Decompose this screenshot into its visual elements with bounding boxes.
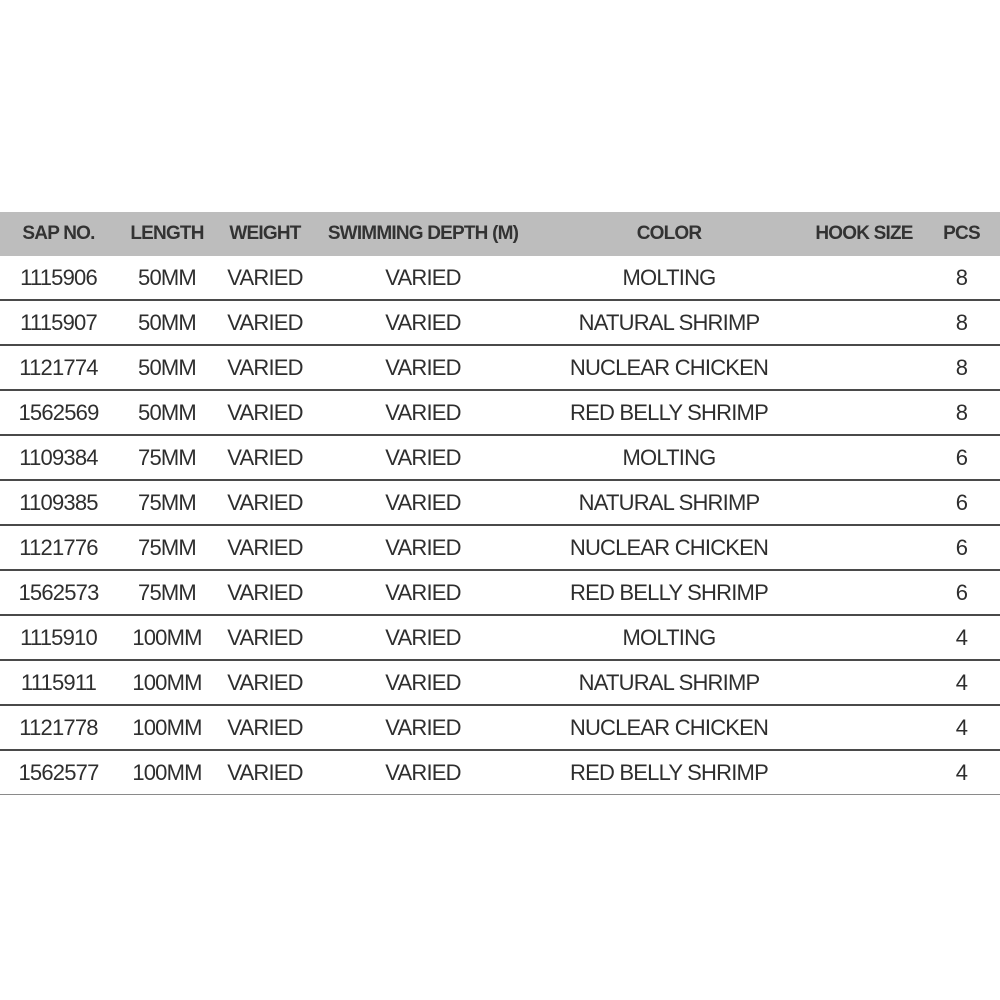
table-row xyxy=(0,390,1000,435)
header-swimming-depth: SWIMMING DEPTH (M) xyxy=(313,212,533,256)
cell-weight: VARIED xyxy=(217,525,313,570)
cell-pcs: 6 xyxy=(923,480,1000,525)
cell-length: 50MM xyxy=(117,390,217,435)
cell-weight: VARIED xyxy=(217,390,313,435)
cell-sap-no: 1562569 xyxy=(0,390,117,435)
cell-swimming-depth: VARIED xyxy=(313,570,533,615)
cell-color: RED BELLY SHRIMP xyxy=(533,390,805,435)
cell-swimming-depth: VARIED xyxy=(313,256,533,300)
cell-color: NATURAL SHRIMP xyxy=(533,300,805,345)
cell-length: 75MM xyxy=(117,480,217,525)
cell-hook-size xyxy=(805,300,923,345)
cell-pcs: 8 xyxy=(923,256,1000,300)
cell-color: MOLTING xyxy=(533,435,805,480)
table-row xyxy=(0,525,1000,570)
table-row xyxy=(0,300,1000,345)
cell-length: 100MM xyxy=(117,660,217,705)
cell-color: NATURAL SHRIMP xyxy=(533,480,805,525)
cell-sap-no: 1121778 xyxy=(0,705,117,750)
cell-length: 50MM xyxy=(117,256,217,300)
cell-sap-no: 1562573 xyxy=(0,570,117,615)
cell-weight: VARIED xyxy=(217,435,313,480)
cell-color: RED BELLY SHRIMP xyxy=(533,570,805,615)
cell-hook-size xyxy=(805,750,923,795)
cell-sap-no: 1109384 xyxy=(0,435,117,480)
table-row xyxy=(0,570,1000,615)
cell-length: 100MM xyxy=(117,615,217,660)
cell-hook-size xyxy=(805,660,923,705)
cell-length: 75MM xyxy=(117,525,217,570)
cell-weight: VARIED xyxy=(217,570,313,615)
cell-weight: VARIED xyxy=(217,300,313,345)
header-pcs: PCS xyxy=(923,212,1000,256)
cell-length: 100MM xyxy=(117,750,217,795)
header-hook-size: HOOK SIZE xyxy=(805,212,923,256)
header-color: COLOR xyxy=(533,212,805,256)
cell-hook-size xyxy=(805,705,923,750)
cell-hook-size xyxy=(805,570,923,615)
cell-sap-no: 1115907 xyxy=(0,300,117,345)
cell-swimming-depth: VARIED xyxy=(313,750,533,795)
table-row xyxy=(0,480,1000,525)
cell-sap-no: 1121774 xyxy=(0,345,117,390)
cell-color: NUCLEAR CHICKEN xyxy=(533,705,805,750)
cell-pcs: 8 xyxy=(923,300,1000,345)
cell-sap-no: 1121776 xyxy=(0,525,117,570)
table-row xyxy=(0,750,1000,795)
cell-pcs: 8 xyxy=(923,390,1000,435)
table-row xyxy=(0,435,1000,480)
cell-hook-size xyxy=(805,345,923,390)
cell-color: NUCLEAR CHICKEN xyxy=(533,345,805,390)
cell-color: NATURAL SHRIMP xyxy=(533,660,805,705)
table-row xyxy=(0,705,1000,750)
cell-length: 50MM xyxy=(117,345,217,390)
cell-length: 75MM xyxy=(117,570,217,615)
cell-swimming-depth: VARIED xyxy=(313,525,533,570)
cell-pcs: 6 xyxy=(923,570,1000,615)
cell-pcs: 4 xyxy=(923,660,1000,705)
cell-swimming-depth: VARIED xyxy=(313,705,533,750)
cell-pcs: 4 xyxy=(923,615,1000,660)
cell-swimming-depth: VARIED xyxy=(313,390,533,435)
cell-color: MOLTING xyxy=(533,256,805,300)
table-header xyxy=(0,212,1000,256)
cell-pcs: 6 xyxy=(923,525,1000,570)
cell-weight: VARIED xyxy=(217,750,313,795)
table-body xyxy=(0,256,1000,795)
cell-hook-size xyxy=(805,390,923,435)
cell-sap-no: 1115911 xyxy=(0,660,117,705)
cell-sap-no: 1115910 xyxy=(0,615,117,660)
cell-color: NUCLEAR CHICKEN xyxy=(533,525,805,570)
cell-color: MOLTING xyxy=(533,615,805,660)
cell-length: 75MM xyxy=(117,435,217,480)
cell-hook-size xyxy=(805,256,923,300)
cell-swimming-depth: VARIED xyxy=(313,345,533,390)
table-row xyxy=(0,660,1000,705)
cell-sap-no: 1109385 xyxy=(0,480,117,525)
cell-pcs: 6 xyxy=(923,435,1000,480)
cell-pcs: 4 xyxy=(923,705,1000,750)
product-spec-table xyxy=(0,212,1000,795)
cell-swimming-depth: VARIED xyxy=(313,435,533,480)
cell-swimming-depth: VARIED xyxy=(313,615,533,660)
cell-swimming-depth: VARIED xyxy=(313,660,533,705)
cell-weight: VARIED xyxy=(217,660,313,705)
header-weight: WEIGHT xyxy=(217,212,313,256)
cell-length: 50MM xyxy=(117,300,217,345)
header-row xyxy=(0,212,1000,256)
cell-swimming-depth: VARIED xyxy=(313,480,533,525)
cell-hook-size xyxy=(805,615,923,660)
cell-hook-size xyxy=(805,480,923,525)
cell-hook-size xyxy=(805,525,923,570)
cell-color: RED BELLY SHRIMP xyxy=(533,750,805,795)
cell-pcs: 8 xyxy=(923,345,1000,390)
table-row xyxy=(0,345,1000,390)
cell-hook-size xyxy=(805,435,923,480)
cell-pcs: 4 xyxy=(923,750,1000,795)
cell-weight: VARIED xyxy=(217,345,313,390)
cell-weight: VARIED xyxy=(217,615,313,660)
cell-sap-no: 1115906 xyxy=(0,256,117,300)
table-row xyxy=(0,256,1000,300)
cell-weight: VARIED xyxy=(217,256,313,300)
cell-sap-no: 1562577 xyxy=(0,750,117,795)
header-length: LENGTH xyxy=(117,212,217,256)
table-row xyxy=(0,615,1000,660)
cell-swimming-depth: VARIED xyxy=(313,300,533,345)
header-sap-no: SAP NO. xyxy=(0,212,117,256)
cell-weight: VARIED xyxy=(217,480,313,525)
cell-weight: VARIED xyxy=(217,705,313,750)
cell-length: 100MM xyxy=(117,705,217,750)
